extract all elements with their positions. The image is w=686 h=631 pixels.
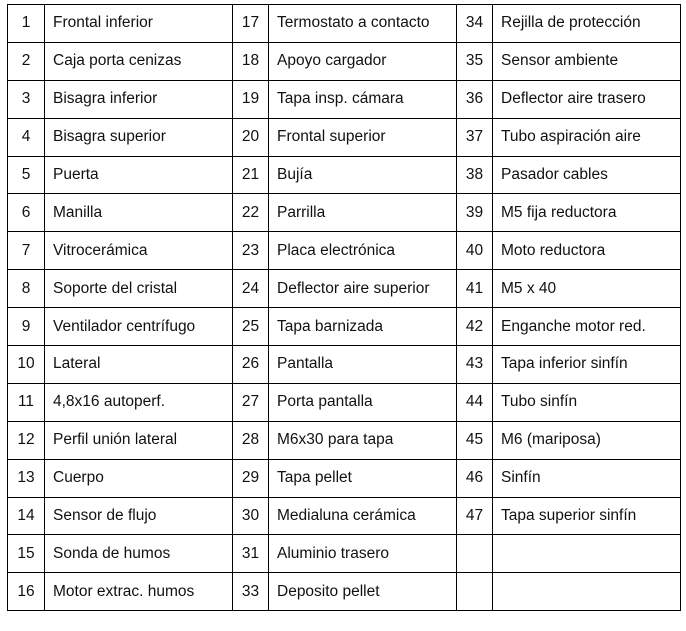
part-name-cell: Tapa superior sinfín <box>493 497 681 535</box>
part-name-cell: Frontal superior <box>269 118 457 156</box>
part-name-cell: Motor extrac. humos <box>45 573 233 611</box>
part-number-cell: 31 <box>233 535 269 573</box>
part-name-cell: Cuerpo <box>45 459 233 497</box>
part-number-cell: 33 <box>233 573 269 611</box>
part-name-cell: Tubo aspiración aire <box>493 118 681 156</box>
part-name-cell: Termostato a contacto <box>269 5 457 43</box>
part-number-cell: 20 <box>233 118 269 156</box>
part-name-cell: Sinfín <box>493 459 681 497</box>
part-number-cell: 17 <box>233 5 269 43</box>
part-name-cell: Vitrocerámica <box>45 232 233 270</box>
table-row <box>8 459 681 497</box>
part-name-cell: Sensor de flujo <box>45 497 233 535</box>
part-name-cell: Apoyo cargador <box>269 42 457 80</box>
part-number-cell: 15 <box>8 535 45 573</box>
part-name-cell: M5 fija reductora <box>493 194 681 232</box>
part-name-cell: Rejilla de protección <box>493 5 681 43</box>
part-name-cell: Porta pantalla <box>269 383 457 421</box>
part-number-cell: 25 <box>233 308 269 346</box>
part-number-cell: 35 <box>457 42 493 80</box>
part-number-cell: 28 <box>233 421 269 459</box>
part-name-cell: Manilla <box>45 194 233 232</box>
part-name-cell: M6x30 para tapa <box>269 421 457 459</box>
part-name-cell: Medialuna cerámica <box>269 497 457 535</box>
part-name-cell: Aluminio trasero <box>269 535 457 573</box>
part-number-cell: 9 <box>8 308 45 346</box>
part-name-cell: Deflector aire trasero <box>493 80 681 118</box>
part-number-cell: 4 <box>8 118 45 156</box>
part-number-cell: 29 <box>233 459 269 497</box>
part-name-cell: Bisagra superior <box>45 118 233 156</box>
parts-table-body <box>8 5 681 611</box>
part-number-cell: 13 <box>8 459 45 497</box>
part-number-cell: 34 <box>457 5 493 43</box>
part-name-cell: Placa electrónica <box>269 232 457 270</box>
part-name-cell: Tapa barnizada <box>269 308 457 346</box>
part-number-cell: 2 <box>8 42 45 80</box>
part-number-cell: 46 <box>457 459 493 497</box>
part-number-cell: 47 <box>457 497 493 535</box>
table-row <box>8 194 681 232</box>
part-number-cell: 22 <box>233 194 269 232</box>
table-row <box>8 383 681 421</box>
table-row <box>8 5 681 43</box>
part-number-cell: 30 <box>233 497 269 535</box>
part-name-cell: Bisagra inferior <box>45 80 233 118</box>
part-number-cell: 21 <box>233 156 269 194</box>
part-number-cell: 45 <box>457 421 493 459</box>
table-row <box>8 497 681 535</box>
table-row <box>8 308 681 346</box>
part-number-cell: 38 <box>457 156 493 194</box>
part-name-cell: Puerta <box>45 156 233 194</box>
part-name-cell: Bujía <box>269 156 457 194</box>
part-name-cell: Lateral <box>45 346 233 384</box>
table-row <box>8 573 681 611</box>
part-number-cell: 36 <box>457 80 493 118</box>
table-row <box>8 80 681 118</box>
part-name-cell: Sensor ambiente <box>493 42 681 80</box>
part-number-cell: 24 <box>233 270 269 308</box>
part-number-cell: 3 <box>8 80 45 118</box>
part-number-cell: 7 <box>8 232 45 270</box>
part-name-cell: Ventilador centrífugo <box>45 308 233 346</box>
part-number-cell: 11 <box>8 383 45 421</box>
table-row <box>8 118 681 156</box>
part-name-cell: Parrilla <box>269 194 457 232</box>
part-number-cell: 1 <box>8 5 45 43</box>
part-number-cell: 12 <box>8 421 45 459</box>
part-name-cell: Tubo sinfín <box>493 383 681 421</box>
part-name-cell: Soporte del cristal <box>45 270 233 308</box>
part-name-cell: Frontal inferior <box>45 5 233 43</box>
part-number-cell <box>457 535 493 573</box>
part-number-cell: 26 <box>233 346 269 384</box>
part-name-cell: 4,8x16 autoperf. <box>45 383 233 421</box>
part-number-cell: 40 <box>457 232 493 270</box>
table-row <box>8 346 681 384</box>
part-name-cell: Tapa inferior sinfín <box>493 346 681 384</box>
table-row <box>8 156 681 194</box>
part-name-cell: Deposito pellet <box>269 573 457 611</box>
part-number-cell: 43 <box>457 346 493 384</box>
part-number-cell: 14 <box>8 497 45 535</box>
parts-list-table <box>7 4 681 611</box>
part-name-cell: Pasador cables <box>493 156 681 194</box>
part-number-cell: 8 <box>8 270 45 308</box>
part-number-cell: 6 <box>8 194 45 232</box>
part-name-cell: M5 x 40 <box>493 270 681 308</box>
table-row <box>8 270 681 308</box>
part-number-cell: 44 <box>457 383 493 421</box>
part-number-cell: 41 <box>457 270 493 308</box>
table-row <box>8 535 681 573</box>
part-name-cell: Enganche motor red. <box>493 308 681 346</box>
part-number-cell: 27 <box>233 383 269 421</box>
part-number-cell: 10 <box>8 346 45 384</box>
part-name-cell: Perfil unión lateral <box>45 421 233 459</box>
part-name-cell: Sonda de humos <box>45 535 233 573</box>
part-number-cell: 5 <box>8 156 45 194</box>
table-row <box>8 421 681 459</box>
part-name-cell: M6 (mariposa) <box>493 421 681 459</box>
part-name-cell: Pantalla <box>269 346 457 384</box>
part-number-cell: 39 <box>457 194 493 232</box>
part-name-cell <box>493 535 681 573</box>
part-number-cell <box>457 573 493 611</box>
part-number-cell: 16 <box>8 573 45 611</box>
part-name-cell: Deflector aire superior <box>269 270 457 308</box>
part-name-cell: Caja porta cenizas <box>45 42 233 80</box>
part-number-cell: 37 <box>457 118 493 156</box>
part-number-cell: 42 <box>457 308 493 346</box>
part-name-cell: Tapa insp. cámara <box>269 80 457 118</box>
part-number-cell: 23 <box>233 232 269 270</box>
part-number-cell: 19 <box>233 80 269 118</box>
part-name-cell <box>493 573 681 611</box>
part-number-cell: 18 <box>233 42 269 80</box>
part-name-cell: Tapa pellet <box>269 459 457 497</box>
table-row <box>8 42 681 80</box>
table-row <box>8 232 681 270</box>
part-name-cell: Moto reductora <box>493 232 681 270</box>
